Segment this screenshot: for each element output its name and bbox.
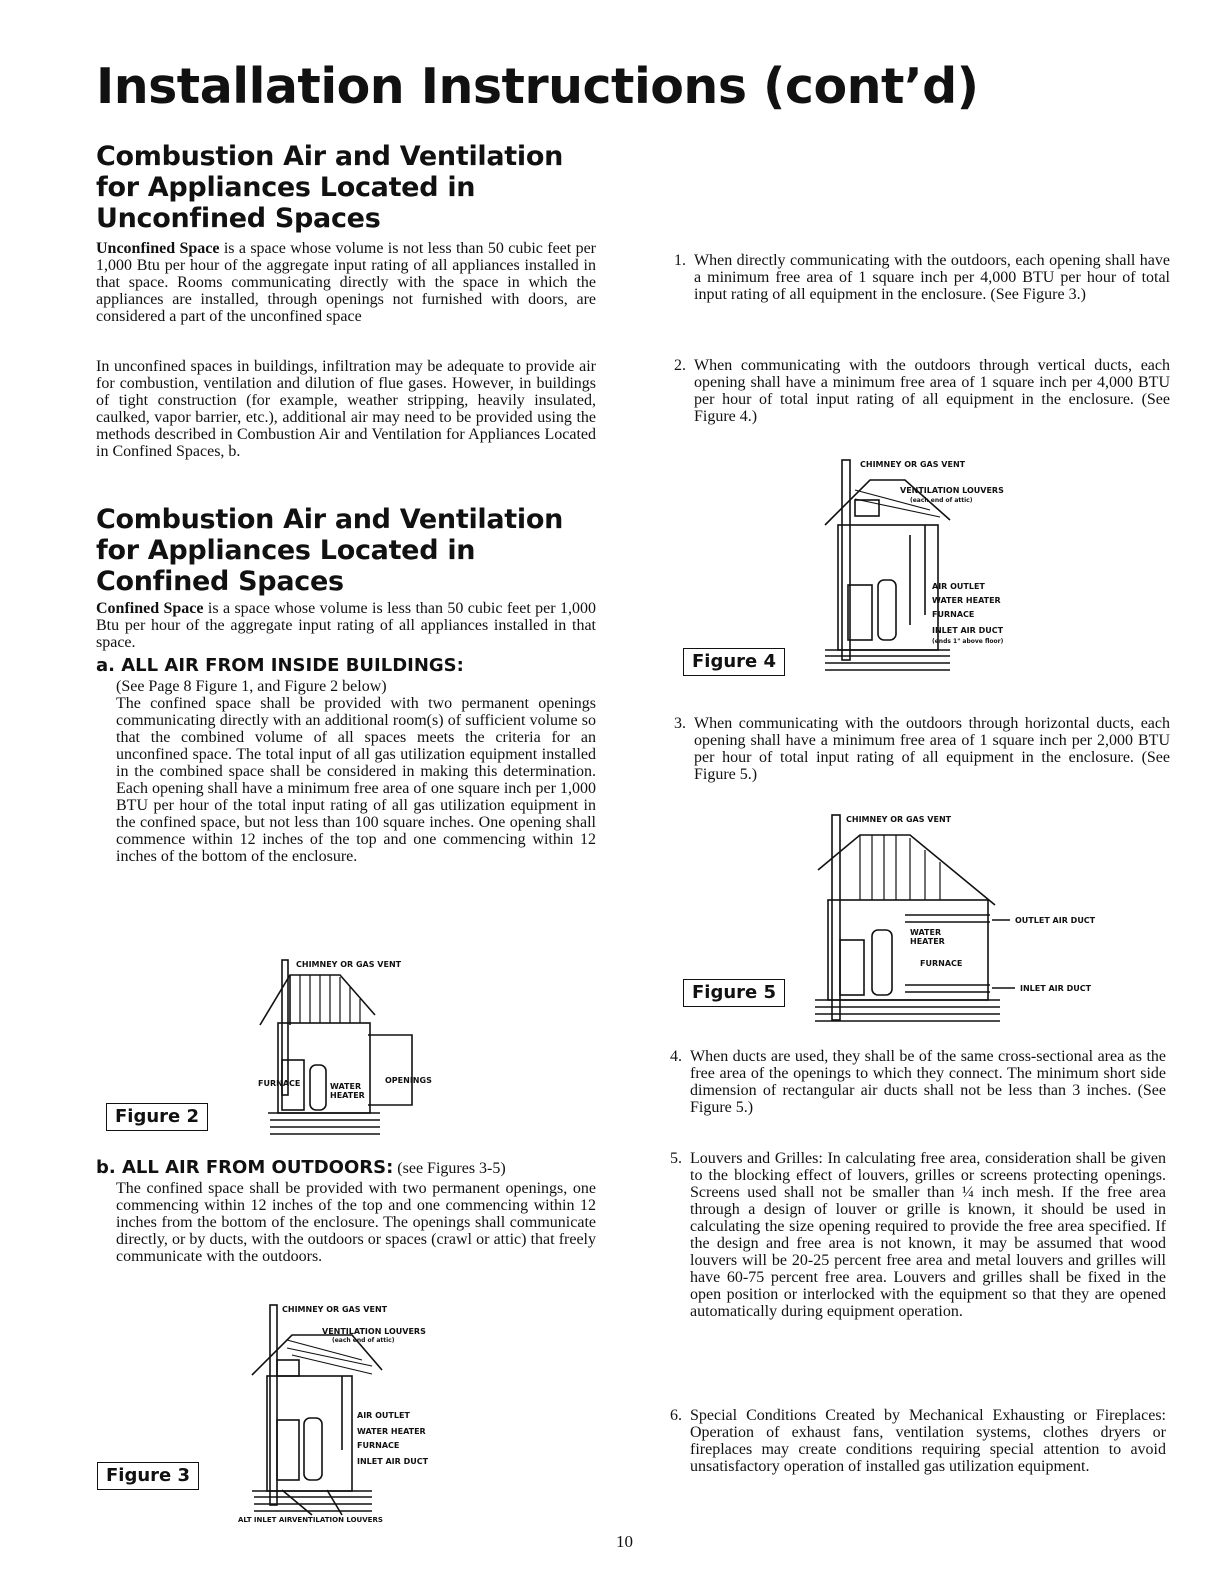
- figure-4-caption: Figure 4: [683, 648, 785, 676]
- confined-heading: [96, 504, 563, 597]
- confined-definition: [96, 600, 596, 651]
- figure-label: CHIMNEY OR GAS VENT: [846, 815, 952, 824]
- item-text: When communicating with the outdoors through horizontal ducts, each opening shall have a minimum free area of 1 square inch per 2,000 BTU per hour of total input rating of all equipment in the enclosure. (See Figure 5.): [694, 715, 1170, 783]
- item-number: 2.: [674, 357, 686, 374]
- figure-label: CHIMNEY OR GAS VENT: [282, 1305, 388, 1314]
- figure-label: (ends 1" above floor): [932, 638, 1004, 645]
- figure-label: FURNACE: [258, 1079, 301, 1088]
- figure-label: HEATER: [330, 1091, 365, 1100]
- figure-label: WATER HEATER: [932, 596, 1001, 605]
- item-text: Louvers and Grilles: In calculating free area, consideration shall be given to the blocking effect of louvers, grilles or screens protecting openings. Screens used shall not be smaller than ¼ inch mesh. If the free area through a design of louver or grille is known, it should be used in calculating the size opening required to provide the free area specified. If the design and free area is not known, it may be assumed that wood louvers will be 20-25 percent free area and metal louvers and grilles will have 60-75 percent free area. Louvers and grilles shall be fixed in the open position or interlocked with the equipment so that they are opened automatically during equipment operation.: [690, 1150, 1166, 1320]
- sub-a-reference: (See Page 8 Figure 1, and Figure 2 below): [116, 678, 387, 695]
- figure-2-diagram: [250, 955, 460, 1145]
- figure-3-diagram: [232, 1300, 452, 1525]
- heading-line: for Appliances Located in: [96, 172, 476, 203]
- figure-label: FURNACE: [932, 610, 975, 619]
- sub-b-text: The confined space shall be provided with two permanent openings, one commencing within 12 inches of the top and one commencing within 12 inches from the bottom of the enclosure. The openings shall communicate directly, or by ducts, with the outdoors or spaces (crawl or attic) that freely communicate with the outdoors.: [116, 1180, 596, 1265]
- figure-label: INLET AIR DUCT: [357, 1457, 429, 1466]
- item-text: When ducts are used, they shall be of the same cross-sectional area as the free area of the openings to which they connect. The minimum short side dimension of rectangular air ducts shall not be less than 3 inches. (See Figure 5.): [690, 1048, 1166, 1116]
- item-number: 6.: [670, 1407, 682, 1424]
- sub-a-text: The confined space shall be provided with two permanent openings communicating directly with an additional room(s) of sufficient volume so that the combined volume of all spaces meets the criteria for an unconfined space. The total input of all gas utilization equipment installed in the combined space shall be considered in making this determination. Each opening shall have a minimum free area of one square inch per 1,000 BTU per hour of the total input rating of all gas utilization equipment in the confined space, but not less than 100 square inches. One opening shall commence within 12 inches of the top and one commencing within 12 inches of the bottom of the enclosure.: [116, 695, 596, 865]
- unconfined-definition: [96, 240, 596, 325]
- figure-label: WATER HEATER: [357, 1427, 426, 1436]
- figure-label: FURNACE: [357, 1441, 400, 1450]
- figure-label: VENTILATION LOUVERS: [292, 1516, 383, 1524]
- item-number: 1.: [674, 252, 686, 269]
- figure-label: OUTLET AIR DUCT: [1015, 916, 1096, 925]
- list-item: [674, 252, 1170, 303]
- item-number: 5.: [670, 1150, 682, 1167]
- list-item: [670, 1150, 1166, 1320]
- item-text: When directly communicating with the outdoors, each opening shall have a minimum free area of 1 square inch per 4,000 BTU per hour of total input rating of all equipment in the enclosure. (See Figure 3.): [694, 252, 1170, 303]
- list-item: [670, 1048, 1166, 1116]
- figure-label: VENTILATION LOUVERS: [900, 486, 1004, 495]
- list-item: [674, 357, 1170, 425]
- sub-heading-b: [96, 1158, 506, 1179]
- definition-text: is a space whose volume is less than 50 cubic feet per 1,000 Btu per hour of the aggregate input rating of all appliances installed in that space.: [96, 600, 597, 651]
- unconfined-heading: [96, 141, 563, 234]
- figure-label: FURNACE: [920, 959, 963, 968]
- figure-label: (each end of attic): [332, 1337, 395, 1344]
- term: Confined Space: [96, 600, 204, 617]
- figure-label: OPENINGS: [385, 1076, 432, 1085]
- figure-label: INLET AIR DUCT: [932, 626, 1004, 635]
- term: Unconfined Space: [96, 240, 220, 257]
- figure-label: (each end of attic): [910, 497, 973, 504]
- list-item: [674, 715, 1170, 783]
- figure-2-caption: Figure 2: [106, 1103, 208, 1131]
- sub-heading-a: a. ALL AIR FROM INSIDE BUILDINGS:: [96, 655, 464, 676]
- item-number: 4.: [670, 1048, 682, 1065]
- figure-label: CHIMNEY OR GAS VENT: [296, 960, 402, 969]
- page-number: 10: [616, 1532, 633, 1551]
- heading-line: Combustion Air and Ventilation: [96, 504, 564, 535]
- figure-label: ALT INLET AIR: [238, 1516, 293, 1524]
- figure-4-diagram: [810, 455, 1060, 680]
- item-text: Special Conditions Created by Mechanical Exhausting or Fireplaces: Operation of exhaust fans, ventilation systems, clothes dryers or fireplaces may create conditions requiring special attention to avoid unsatisfactory operation of installed gas utilization equipment.: [690, 1407, 1166, 1475]
- figure-label: CHIMNEY OR GAS VENT: [860, 460, 966, 469]
- unconfined-paragraph: In unconfined spaces in buildings, infiltration may be adequate to provide air for combustion, ventilation and dilution of flue gases. However, in buildings of tight construction (for example, weather stripping, heavily insulated, caulked, vapor barrier, etc.), additional air may need to be provided using the methods described in Combustion Air and Ventilation for Appliances Located in Confined Spaces, b.: [96, 358, 596, 460]
- figure-label: AIR OUTLET: [357, 1411, 410, 1420]
- page-title: Installation Instructions (cont’d): [96, 58, 979, 115]
- list-item: [670, 1407, 1166, 1475]
- item-text: When communicating with the outdoors through vertical ducts, each opening shall have a minimum free area of 1 square inch per 4,000 BTU per hour of total input rating of all equipment in the enclosure. (See Figure 4.): [694, 357, 1170, 425]
- heading-line: Combustion Air and Ventilation: [96, 141, 564, 172]
- figure-label: VENTILATION LOUVERS: [322, 1327, 426, 1336]
- figure-3-caption: Figure 3: [97, 1462, 199, 1490]
- figure-label: AIR OUTLET: [932, 582, 985, 591]
- definition-text: is a space whose volume is not less than 50 cubic feet per 1,000 Btu per hour of the aggregate input rating of all appliances installed in that space. Rooms communicating directly with the space in which the appliances are installed, through openings not furnished with doors, are considered a part of the unconfined space: [96, 240, 596, 325]
- figure-label: INLET AIR DUCT: [1020, 984, 1092, 993]
- heading-line: for Appliances Located in: [96, 535, 476, 566]
- figure-5-diagram: [810, 810, 1110, 1030]
- figure-label: WATER: [330, 1082, 362, 1091]
- sub-b-label: b. ALL AIR FROM OUTDOORS:: [96, 1157, 394, 1178]
- figure-5-caption: Figure 5: [683, 979, 785, 1007]
- heading-line: Unconfined Spaces: [96, 203, 381, 234]
- figure-label: WATER: [910, 928, 942, 937]
- heading-line: Confined Spaces: [96, 566, 344, 597]
- sub-b-reference: (see Figures 3-5): [393, 1160, 506, 1177]
- figure-label: HEATER: [910, 937, 945, 946]
- item-number: 3.: [674, 715, 686, 732]
